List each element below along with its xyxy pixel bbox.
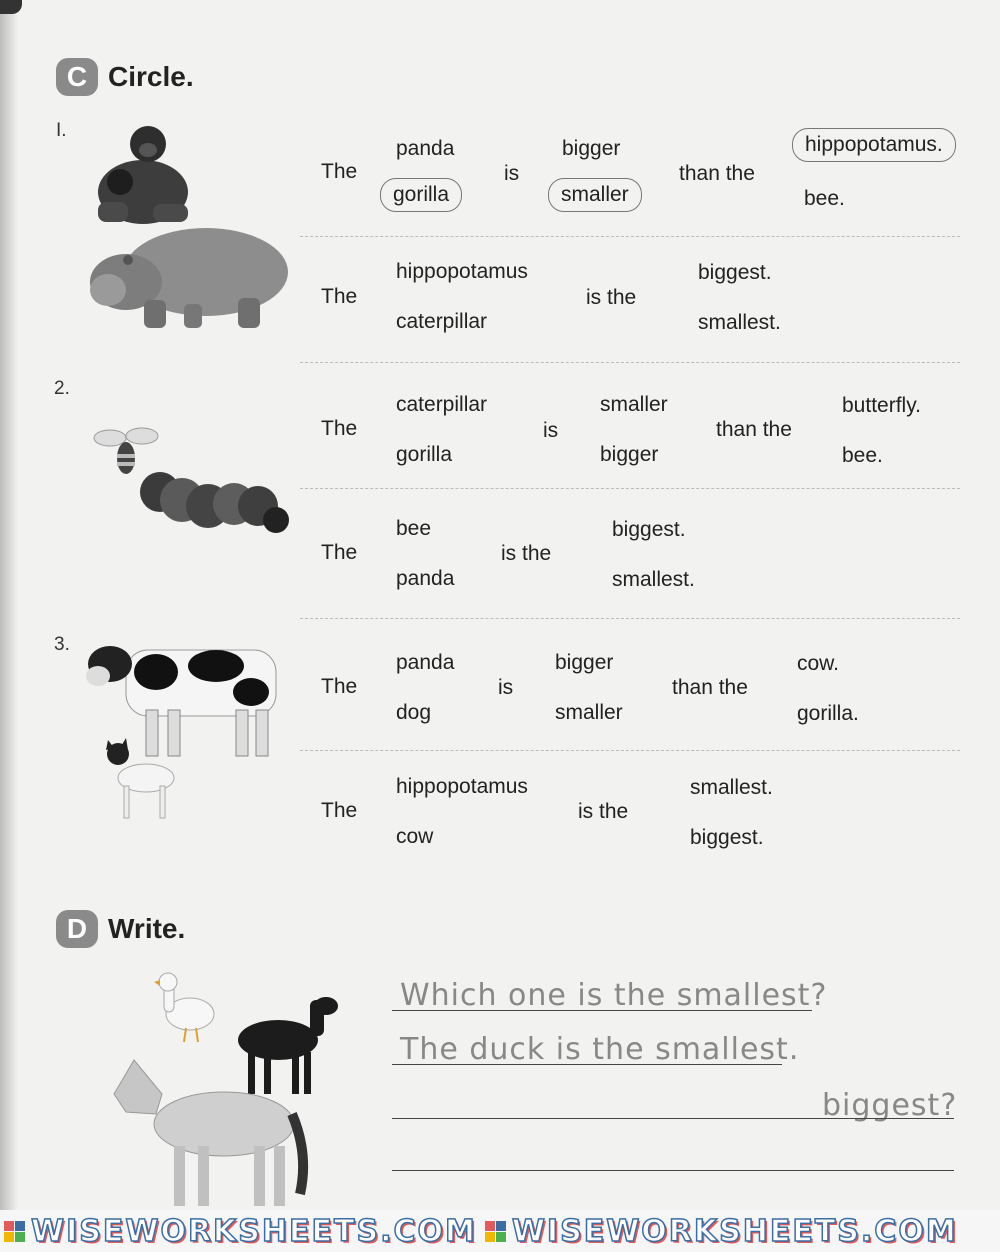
page-edge-shadow [0, 0, 18, 1252]
option-word[interactable]: cow [396, 825, 434, 848]
section-d-header [56, 910, 185, 948]
traced-question: Which one is the smallest? [400, 978, 828, 1013]
traced-word-biggest: biggest? [822, 1088, 958, 1123]
sentence-than-the: than the [679, 162, 755, 185]
row-separator [300, 236, 960, 237]
row-separator [300, 750, 960, 751]
option-word[interactable]: biggest. [690, 826, 764, 849]
section-c-badge: C [56, 58, 98, 96]
sentence-the: The [321, 285, 358, 308]
option-word-circled[interactable]: smaller [548, 178, 642, 212]
option-word[interactable]: biggest. [612, 518, 686, 541]
writing-line[interactable] [392, 1010, 812, 1011]
sentence-verb: is [543, 419, 559, 442]
duck-picture [150, 970, 220, 1044]
writing-line[interactable] [392, 1064, 782, 1065]
option-word[interactable]: bee. [804, 187, 845, 210]
sentence-the: The [321, 160, 358, 183]
option-word[interactable]: bee. [842, 444, 883, 467]
traced-answer: The duck is the smallest. [400, 1032, 800, 1067]
caterpillar-picture [138, 462, 290, 546]
watermark-footer [0, 1210, 1000, 1252]
option-word[interactable]: smaller [555, 701, 623, 724]
watermark-logo-icon [4, 1221, 25, 1242]
sentence-verb: is the [501, 542, 552, 565]
watermark [4, 1214, 477, 1249]
section-c-header [56, 58, 194, 96]
sentence-the: The [321, 541, 358, 564]
watermark-text: WISEWORKSHEETS.COM [511, 1213, 958, 1249]
row-separator [300, 362, 960, 363]
item-number: I. [56, 120, 67, 141]
sentence-than-the: than the [716, 418, 792, 441]
option-word[interactable]: panda [396, 567, 455, 590]
gorilla-picture [88, 122, 194, 226]
page-corner [0, 0, 22, 14]
sentence-verb: is [504, 162, 520, 185]
item-number: 3. [54, 634, 70, 655]
option-word[interactable]: caterpillar [396, 310, 488, 333]
option-word[interactable]: bigger [562, 137, 621, 160]
sentence-the: The [321, 417, 358, 440]
option-word[interactable]: cow. [797, 652, 840, 675]
item-number: 2. [54, 378, 70, 399]
horse-picture [104, 1054, 314, 1210]
option-word[interactable]: smallest. [612, 568, 695, 591]
writing-line[interactable] [392, 1118, 954, 1119]
watermark [485, 1214, 958, 1249]
option-word[interactable]: hippopotamus [396, 260, 528, 283]
sentence-verb: is the [578, 800, 629, 823]
section-d-title: Write. [108, 913, 186, 944]
row-separator [300, 618, 960, 619]
option-word[interactable]: smallest. [690, 776, 773, 799]
watermark-logo-icon [485, 1221, 506, 1242]
writing-line[interactable] [392, 1170, 954, 1171]
option-word[interactable]: smaller [600, 393, 668, 416]
hippopotamus-picture [88, 220, 292, 334]
sentence-the: The [321, 675, 358, 698]
option-word[interactable]: bee [396, 517, 432, 540]
option-word[interactable]: dog [396, 701, 432, 724]
dog-picture [100, 736, 180, 822]
option-word[interactable]: hippopotamus [396, 775, 528, 798]
option-word[interactable]: bigger [600, 443, 659, 466]
option-word-circled[interactable]: gorilla [380, 178, 462, 212]
sentence-than-the: than the [672, 676, 748, 699]
section-c-title: Circle. [108, 61, 194, 92]
option-word-circled[interactable]: hippopotamus. [792, 128, 956, 162]
option-word[interactable]: caterpillar [396, 393, 488, 416]
watermark-text: WISEWORKSHEETS.COM [31, 1213, 477, 1249]
option-word[interactable]: butterfly. [842, 394, 921, 417]
option-word[interactable]: smallest. [698, 311, 781, 334]
sentence-verb: is [498, 676, 514, 699]
row-separator [300, 488, 960, 489]
option-word[interactable]: gorilla [396, 443, 453, 466]
option-word[interactable]: bigger [555, 651, 614, 674]
sentence-the: The [321, 799, 358, 822]
option-word[interactable]: panda [396, 651, 455, 674]
section-d-badge: D [56, 910, 98, 948]
option-word[interactable]: panda [396, 137, 455, 160]
option-word[interactable]: biggest. [698, 261, 772, 284]
option-word[interactable]: gorilla. [797, 702, 859, 725]
sentence-verb: is the [586, 286, 637, 309]
